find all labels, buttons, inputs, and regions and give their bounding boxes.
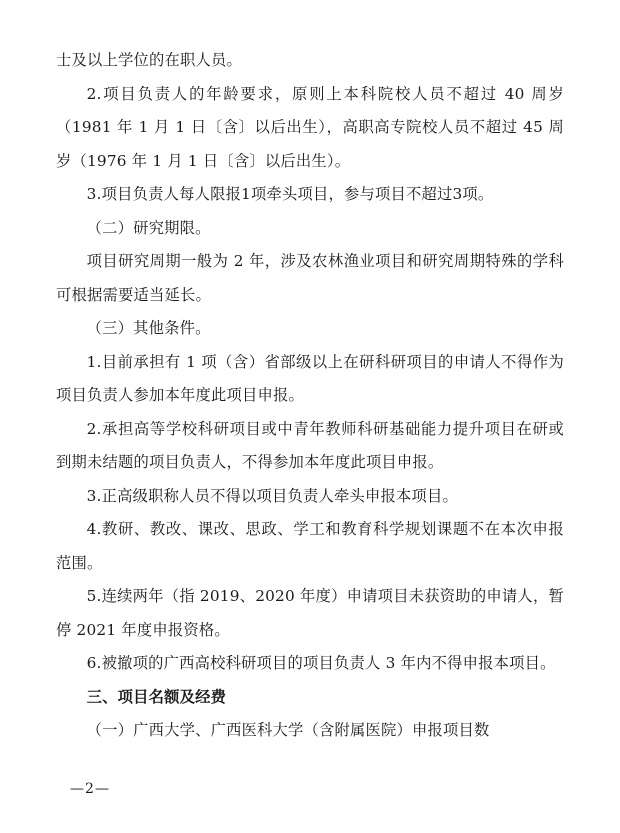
paragraph-condition-4: 4.教研、教改、课改、思政、学工和教育科学规划课题不在本次申报范围。 (56, 520, 564, 572)
paragraph-condition-2: 2.承担高等学校科研项目或中青年教师科研基础能力提升项目在研或到期未结题的项目负责人，不得参加本年度此项目申报。 (56, 419, 564, 471)
section-heading-quota-and-funding: 三、项目名额及经费 (86, 687, 227, 706)
document-body (56, 44, 564, 748)
paragraph-section-other-conditions-title: （三）其他条件。 (86, 319, 211, 337)
paragraph-age-requirement: 2.项目负责人的年龄要求，原则上本科院校人员不超过 40 周岁（1981 年 1 月 1 日〔含〕以后出生），高职高专院校人员不超过 45 周岁（1976 年 1 月 1 日〔含〕以后出生）。 (56, 84, 564, 170)
page-footer (0, 781, 620, 797)
paragraph-condition-5: 5.连续两年（指 2019、2020 年度）申请项目未获资助的申请人，暂停 2021 年度申报资格。 (56, 587, 564, 639)
paragraph-continuation: 士及以上学位的在职人员。 (56, 51, 242, 69)
paragraph-research-period-detail: 项目研究周期一般为 2 年，涉及农林渔业项目和研究周期特殊的学科可根据需要适当延长。 (56, 252, 564, 304)
paragraph-project-limit: 3.项目负责人每人限报1项牵头项目，参与项目不超过3项。 (86, 185, 494, 203)
paragraph-quota-detail: （一）广西大学、广西医科大学（含附属医院）申报项目数 (86, 721, 490, 739)
paragraph-condition-3: 3.正高级职称人员不得以项目负责人牵头申报本项目。 (86, 486, 459, 505)
paragraph-section-research-period-title: （二）研究期限。 (86, 218, 211, 237)
paragraph-condition-6: 6.被撤项的广西高校科研项目的项目负责人 3 年内不得申报本项目。 (86, 654, 556, 672)
paragraph-condition-1: 1.目前承担有 1 项（含）省部级以上在研科研项目的申请人不得作为项目负责人参加本年度此项目申报。 (56, 352, 564, 404)
page-number: —2— (70, 781, 110, 797)
